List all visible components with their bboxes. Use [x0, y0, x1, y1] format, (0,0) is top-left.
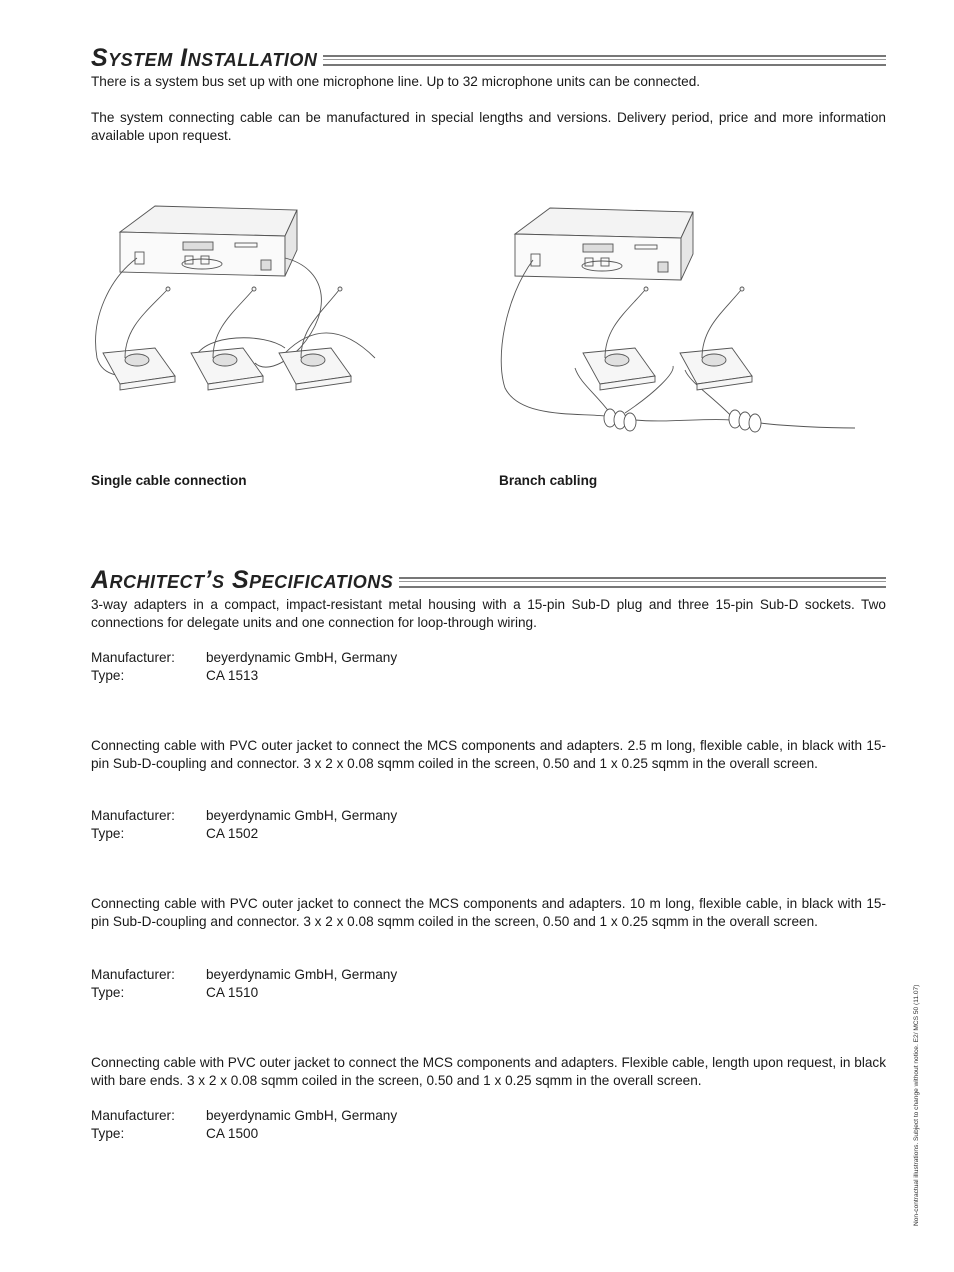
- spec-details: [91, 966, 397, 1002]
- heading-rule: [323, 55, 886, 66]
- type-value: CA 1510: [206, 985, 259, 1000]
- section-heading-system-installation: [91, 44, 886, 70]
- type-label: Type:: [91, 985, 125, 1000]
- manufacturer-value: beyerdynamic GmbH, Germany: [206, 967, 398, 982]
- spec-details: [91, 807, 397, 843]
- manufacturer-label: Manufacturer:: [91, 808, 175, 823]
- type-label: Type:: [91, 826, 125, 841]
- spec-description: Connecting cable with PVC outer jacket to connect the MCS components and adapters. 10 m long, flexible cable, in black with 15-pin Sub-D-coupling and connector. 3 x 2 x 0.08 sqmm coiled in the screen, 0.50 and 1 x 0.25 sqmm in the overall screen.: [91, 896, 886, 929]
- spec-details: [91, 649, 397, 685]
- manufacturer-value: beyerdynamic GmbH, Germany: [206, 650, 398, 665]
- type-value: CA 1500: [206, 1126, 259, 1141]
- intro-paragraph-1: There is a system bus set up with one microphone line. Up to 32 microphone units can be connected.: [91, 74, 701, 89]
- single-cable-illustration: [85, 198, 395, 398]
- spec-details: [91, 1107, 397, 1143]
- manufacturer-label: Manufacturer:: [91, 650, 175, 665]
- type-value: CA 1513: [206, 668, 259, 683]
- type-label: Type:: [91, 1126, 125, 1141]
- spec-description: Connecting cable with PVC outer jacket to connect the MCS components and adapters. 2.5 m long, flexible cable, in black with 15-pin Sub-D-coupling and connector. 3 x 2 x 0.08 sqmm coiled in the screen, 0.50 and 1 x 0.25 sqmm in the overall screen.: [91, 738, 886, 771]
- branch-cabling-illustration: [495, 198, 860, 443]
- type-label: Type:: [91, 668, 125, 683]
- spec-description: 3-way adapters in a compact, impact-resistant metal housing with a 15-pin Sub-D plug and three 15-pin Sub-D sockets. Two connections for delegate units and one connection for loop-through wiring.: [91, 597, 886, 630]
- figure-caption-single-cable: Single cable connection: [91, 473, 247, 488]
- legal-sidenote: Non-contractual illustrations. Subject to change without notice. E2/ MCS 50 (11.07): [913, 984, 920, 1226]
- figure-caption-branch-cabling: Branch cabling: [499, 473, 598, 488]
- heading-rule: [399, 577, 886, 588]
- spec-description: Connecting cable with PVC outer jacket to connect the MCS components and adapters. Flexible cable, length upon request, in black with bare ends. 3 x 2 x 0.08 sqmm coiled in the screen, 0.50 and 1 x 0.25 sqmm in the overall screen.: [91, 1055, 886, 1088]
- type-value: CA 1502: [206, 826, 259, 841]
- section-heading-architects-specifications: [91, 566, 886, 592]
- intro-paragraph-2: The system connecting cable can be manufactured in special lengths and versions. Delivery period, price and more information available upon request.: [91, 110, 886, 143]
- manufacturer-label: Manufacturer:: [91, 967, 175, 982]
- manufacturer-label: Manufacturer:: [91, 1108, 175, 1123]
- section-title: Architect’s Specifications: [91, 566, 394, 594]
- manufacturer-value: beyerdynamic GmbH, Germany: [206, 808, 398, 823]
- section-title: System Installation: [91, 44, 318, 72]
- manufacturer-value: beyerdynamic GmbH, Germany: [206, 1108, 398, 1123]
